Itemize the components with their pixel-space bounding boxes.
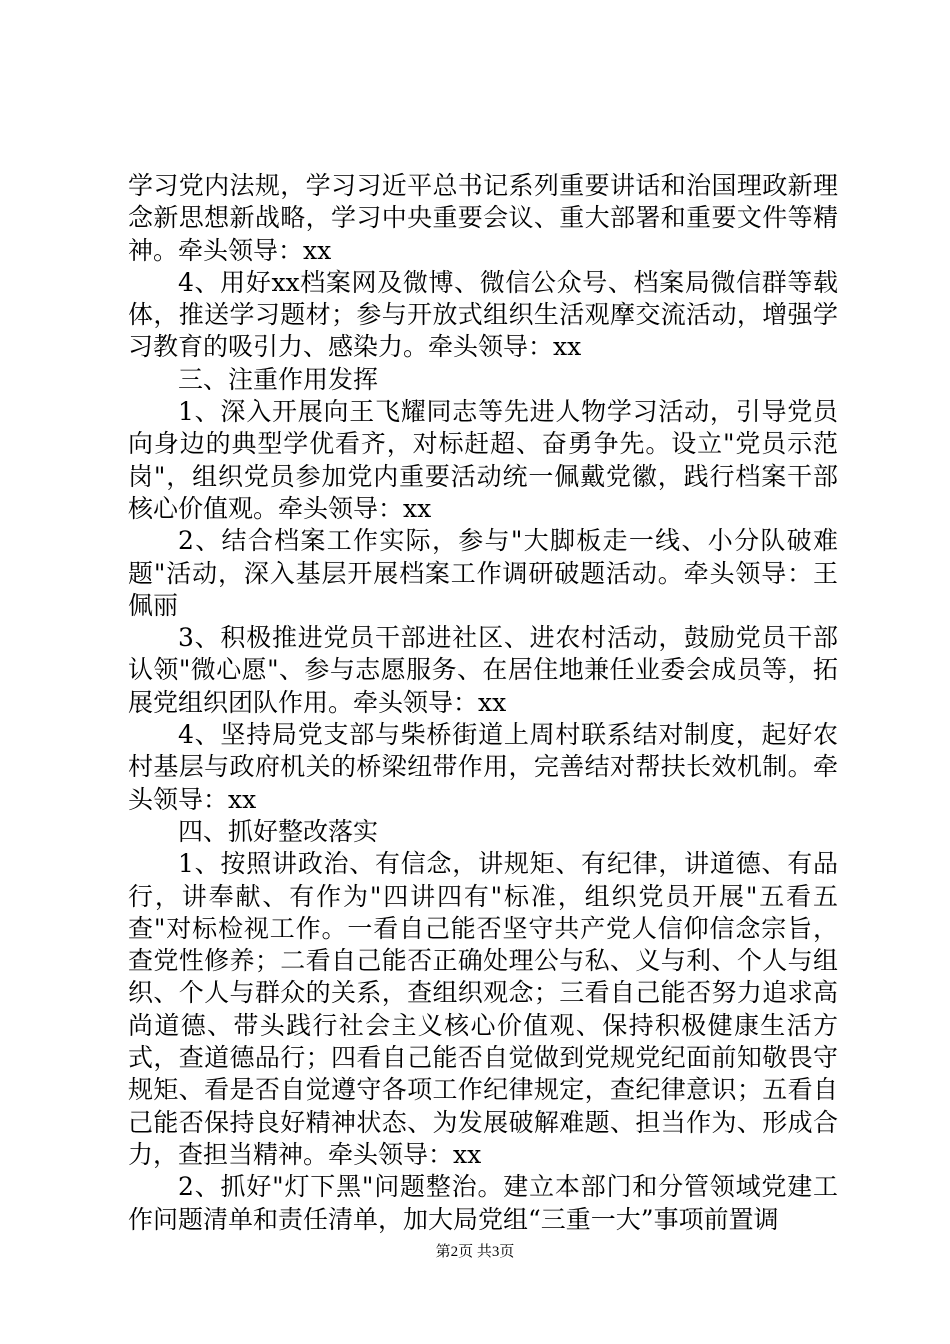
document-body: [128, 170, 838, 1236]
list-item: 2、抓好"灯下黑"问题整治。建立本部门和分管领域党建工作问题清单和责任清单，加大局党组“三重一大”事项前置调: [128, 1172, 838, 1234]
page-number-footer: 第2页 共3页: [435, 1244, 515, 1260]
list-item: 4、坚持局党支部与柴桥街道上周村联系结对制度，起好农村基层与政府机关的桥梁纽带作用，完善结对帮扶长效机制。牵头领导：xx: [128, 720, 838, 814]
list-item: 1、深入开展向王飞耀同志等先进人物学习活动，引导党员向身边的典型学优看齐，对标赶超、奋勇争先。设立"党员示范岗"，组织党员参加党内重要活动统一佩戴党徽，践行档案干部核心价值观。牵头领导：xx: [128, 397, 838, 523]
section-heading: 四、抓好整改落实: [178, 816, 379, 846]
list-item: 1、按照讲政治、有信念，讲规矩、有纪律，讲道德、有品行，讲奉献、有作为"四讲四有"标准，组织党员开展"五看五查"对标检视工作。一看自己能否坚守共产党人信仰信念宗旨，查党性修养；二看自己能否正确处理公与私、义与利、个人与组织、个人与群众的关系，查组织观念；三看自己能否努力追求高尚道德、带头践行社会主义核心价值观、保持积极健康生活方式，查道德品行；四看自己能否自觉做到党规党纪面前知敬畏守规矩、看是否自觉遵守各项工作纪律规定，查纪律意识；五看自己能否保持良好精神状态、为发展破解难题、担当作为、形成合力，查担当精神。牵头领导：xx: [128, 849, 838, 1169]
list-item: 4、用好xx档案网及微博、微信公众号、档案局微信群等载体，推送学习题材；参与开放式组织生活观摩交流活动，增强学习教育的吸引力、感染力。牵头领导：xx: [128, 267, 838, 362]
list-item: 2、结合档案工作实际，参与"大脚板走一线、小分队破难题"活动，深入基层开展档案工作调研破题活动。牵头领导：王佩丽: [128, 526, 838, 620]
section-heading: 三、注重作用发挥: [178, 364, 379, 394]
paragraph-continuation: 学习党内法规，学习习近平总书记系列重要讲话和治国理政新理念新思想新战略，学习中央重要会议、重大部署和重要文件等精神。牵头领导：xx: [128, 171, 838, 265]
list-item: 3、积极推进党员干部进社区、进农村活动，鼓励党员干部认领"微心愿"、参与志愿服务、在居住地兼任业委会成员等，拓展党组织团队作用。牵头领导：xx: [128, 623, 838, 717]
